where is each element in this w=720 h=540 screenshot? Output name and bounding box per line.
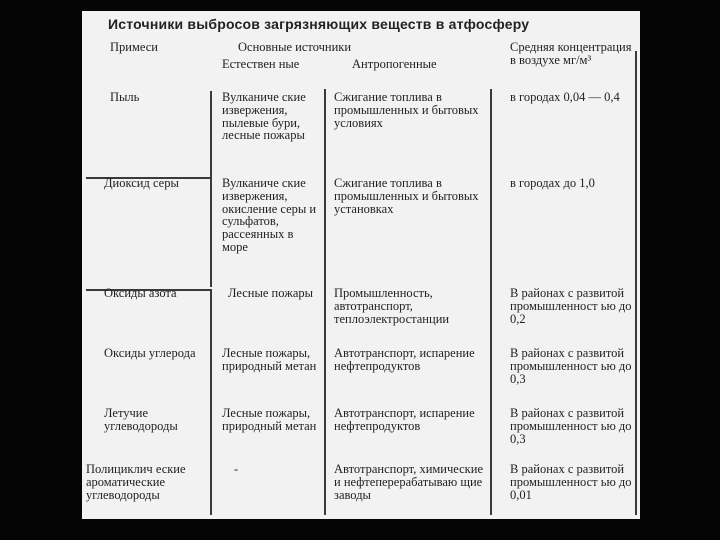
row-anthropogenic: Автотранспорт, испарение нефтепродуктов	[334, 346, 475, 373]
row-anthropogenic: Автотранспорт, химические и нефтеперерабатываю щие заводы	[334, 462, 483, 502]
row-anthropogenic: Промышленность, автотранспорт, теплоэлектростанции	[334, 286, 450, 326]
row-natural: Лесные пожары, природный метан	[222, 406, 317, 433]
row-impurity: Оксиды углерода	[104, 346, 196, 360]
header-impurity: Примеси	[110, 40, 158, 54]
table-divider	[635, 51, 637, 515]
table-divider	[210, 289, 212, 515]
table-divider	[490, 89, 492, 515]
slide-title: Источники выбросов загрязняющих веществ в атфосферу	[108, 16, 530, 32]
header-main-sources: Основные источники	[238, 40, 352, 54]
row-concentration: В районах с развитой промышленност ью до 0,01	[510, 462, 632, 502]
header-natural: Естествен ные	[222, 57, 300, 71]
row-natural: Лесные пожары	[228, 286, 314, 300]
row-natural: Лесные пожары, природный метан	[222, 346, 317, 373]
row-anthropogenic: Автотранспорт, испарение нефтепродуктов	[334, 406, 475, 433]
table-divider	[210, 177, 212, 287]
row-concentration: В районах с развитой промышленност ью до 0,3	[510, 346, 632, 386]
row-impurity: Полициклич еские ароматические углеводороды	[86, 462, 186, 502]
row-impurity: Пыль	[110, 90, 140, 104]
row-anthropogenic: Сжигание топлива в промышленных и бытовых установках	[334, 176, 479, 216]
row-impurity: Оксиды азота	[104, 286, 177, 300]
row-impurity: Летучие углеводороды	[104, 406, 178, 433]
table-divider	[324, 89, 326, 515]
row-concentration: В районах с развитой промышленност ью до 0,3	[510, 406, 632, 446]
row-anthropogenic: Сжигание топлива в промышленных и бытовых условиях	[334, 90, 479, 130]
header-anthropogenic: Антропогенные	[352, 57, 437, 71]
slide	[82, 11, 640, 519]
header-concentration: Средняя концентрация в воздухе мг/м³	[510, 40, 632, 67]
row-natural: Вулканиче ские извержения, окисление серы и сульфатов, рассеянных в море	[222, 176, 317, 254]
row-concentration: в городах до 1,0	[510, 176, 595, 190]
row-natural: -	[234, 462, 239, 476]
row-natural: Вулканиче ские извержения, пылевые бури, лесные пожары	[222, 90, 306, 143]
row-impurity: Диоксид серы	[104, 176, 179, 190]
row-concentration: В районах с развитой промышленност ью до 0,2	[510, 286, 632, 326]
row-concentration: в городах 0,04 — 0,4	[510, 90, 620, 104]
